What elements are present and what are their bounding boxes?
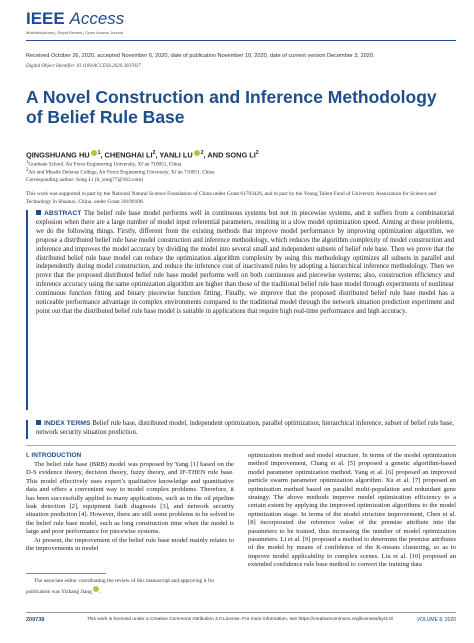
square-bullet-icon (36, 210, 41, 215)
author-2[interactable]: CHENGHAI LI (104, 150, 153, 160)
author-1[interactable]: QINGSHUANG HU (26, 150, 90, 160)
paper-title: A Novel Construction and Inference Methodology of Belief Rule Base (26, 87, 437, 127)
left-column (26, 461, 234, 553)
logo-ieee: IEEE (26, 9, 65, 28)
index-terms-body: Belief rule base, distributed model, independent optimization, parallel optimization, hierarchical inference, subset of belief rule base, network security situation prediction. (36, 420, 455, 436)
affiliation-1: $^1$Graduate School, Air Force Engineering University, Xi’an 710051, China (26, 160, 182, 168)
right-column (248, 452, 456, 570)
ieee-access-logo (26, 10, 124, 28)
square-bullet-icon (36, 420, 41, 425)
publication-dates: Received October 26, 2020, accepted November 6, 2020, date of publication November 10, 2020, date of current version December 3, 2020. (26, 53, 375, 59)
affiliation-2: $^2$Air and Missile Defense College, Air Force Engineering University, Xi’an 710051, China (26, 168, 215, 176)
paragraph: At present, the improvement of the belief rule base model mainly relates to the improvements in model (26, 536, 234, 553)
abstract-sidebar (26, 210, 28, 410)
logo-access: Access (69, 9, 125, 28)
index-sidebar (26, 420, 28, 439)
author-3[interactable]: YANLI LU (159, 150, 193, 160)
associate-editor-note: The associate editor coordinating the review of this manuscript and approving it for publication was Yizhang Jiang . (26, 578, 215, 595)
corresponding-author: Corresponding author: Song Li (li_song77@163.com) (26, 177, 144, 183)
header-divider (26, 40, 456, 41)
author-list: QINGSHUANG HU $^1$, CHENGHAI $LI^2$, YANLI LU $^2$, AND SONG $LI^2$ (26, 150, 259, 160)
license-note[interactable]: This work is licensed under a Creative Commons Attribution 4.0 License. For more information, see https://creativecommons.org/licenses/by/4.0/ (86, 617, 394, 622)
footer-divider (26, 612, 456, 613)
journal-tagline: Multidisciplinary | Rapid Review | Open Access Journal (26, 30, 124, 35)
index-terms-label: INDEX TERMS (44, 420, 91, 427)
paragraph: optimization method and model structure. In terms of the model optimization method improvement, Chang et al. [5] proposed a genetic algorithm-based model parameter optimization method. Yang et al. [6] proposed an improved particle swarm parameter optimization algorithm. Xu et al. [7] proposed an optimization method based on parallel multi-population and redundant gene strategy. The above methods improve model optimization efficiency to a certain extent by applying the improved optimization algorithms to the model optimization stage. In terms of the model structure improvement, Chen et al. [8] incorporated the reference value of the premise attribute into the parameters to be trained, thus increasing the number of model optimization parameters. Li et al. [9] proposed a method to determine the premise attributes of the model by means of confidence of the K-means clustering, so as to improve model applicability to complex scenes. Liu et al. [10] proposed an extended confidence rule base method to convert the training data (248, 452, 456, 569)
orcid-icon[interactable] (194, 150, 200, 156)
index-terms (36, 420, 454, 438)
volume-label: VOLUME 8, 2020 (416, 617, 456, 623)
page-number: 209738 (26, 617, 45, 623)
abstract (36, 210, 454, 317)
funding-note: This work was supported in part by the National Natural Science Foundation of China under Grant 61703426, and in part by the Young Talent Fund of University Association for Science and Technology in Shaanxi, China, under Grant 20190108. (26, 191, 437, 205)
orcid-icon[interactable] (91, 150, 97, 156)
orcid-icon[interactable] (93, 586, 99, 592)
abstract-body: The belief rule base model performs well in continuous systems but not in piecewise systems, and it suffers from a combinatorial explosion when there are a large number of model input referential parameters, resulting in a slow model optimization speed. Aiming at these problems, we do the following things. Firstly, different from the existing methods that improve model performance by improving optimization algorithm, we propose a distributed belief rule base model construction and inference methodology, which reduces the algorithm complexity of model construction and inference and improves the model accuracy by dividing the model into several small and independent subsets of belief rule base. Then we prove that the distributed belief rule base model can reduce the optimization algorithm complexity by using this methodology optimizes all subsets in parallel and independently during model construction, and reduce the inference cost of inactivated rules by adopting a hierarchical inference methodology. Then we prove that the proposed distributed belief rule base model performs well on both continuous and piecewise systems; also, construction efficiency and inference accuracy using the same optimization algorithm are higher than those of the traditional belief rule base model through experiments of nonlinear continuous function fitting and binary piecewise function fitting. Finally, we improve that the proposed distributed belief rule base model has a noticeable performance advantage in complex environments compared to the traditional model through the network situation prediction experiment and point out that the distributed belief rule base model is suitable in applications that require high real-time performance and high accuracy. (36, 210, 455, 315)
paragraph: The belief rule base (BRB) model was proposed by Yang [1] based on the D-S evidence theory, decision theory, fuzzy theory, and IF-THEN rule base. This model effectively uses expert’s qualitative knowledge and quantitative data and offers a convenient way to model complex problems. Therefore, it has been successfully applied to many applications, such as in the oil pipeline leak detection [2], equipment fault diagnosis [3], and network security situation prediction [4]. However, there are still some problems to be solved in the belief rule base model, such as long construction time when the model is large and poor performance for piecewise systems. (26, 461, 234, 536)
doi-line[interactable]: Digital Object Identifier 10.1109/ACCESS.2020.3037037 (26, 64, 141, 69)
author-4[interactable]: AND SONG LI (207, 150, 256, 160)
footnote-divider (26, 573, 106, 574)
section-heading-introduction: I. INTRODUCTION (26, 452, 82, 459)
section-divider (26, 445, 456, 446)
abstract-label: ABSTRACT (44, 210, 82, 217)
